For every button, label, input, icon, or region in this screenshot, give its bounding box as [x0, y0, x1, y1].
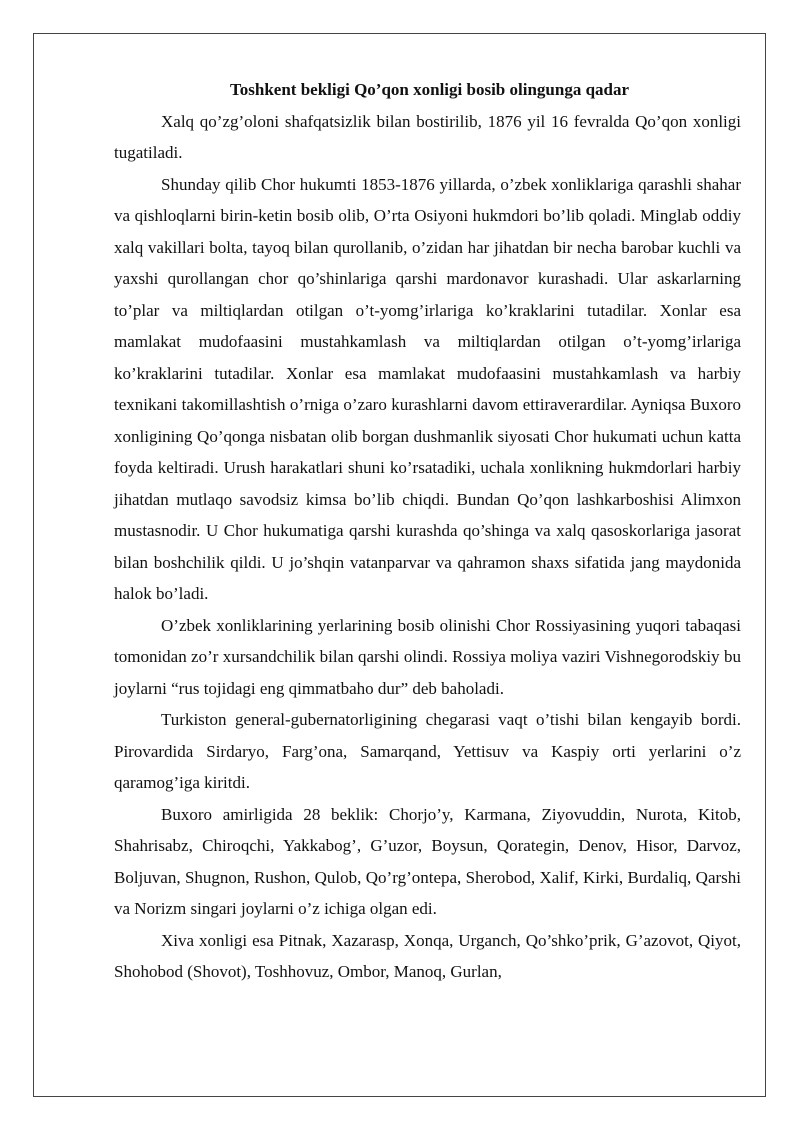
paragraph-5: Buxoro amirligida 28 beklik: Chorjo’y, Karmana, Ziyovuddin, Nurota, Kitob, Shahrisabz, Chiroqchi, Yakkabog’, G’uzor, Boysun, Qorategin, Denov, Hisor, Darvoz, Boljuvan, Shugnon, Rushon, Qulob, Qo’rg’ontepa, Sherobod, Xalif, Kirki, Burdaliq, Qarshi va Norizm singari joylarni o’z ichiga olgan edi.: [114, 804, 741, 918]
paragraph-3: O’zbek xonliklarining yerlarining bosib olinishi Chor Rossiyasining yuqori tabaqasi tomonidan zo’r xursandchilik bilan qarshi olindi. Rossiya moliya vaziri Vishnegorodskiy bu joylarni “rus tojidagi eng qimmatbaho dur” deb baholadi.: [114, 615, 741, 698]
paragraph-6: Xiva xonligi esa Pitnak, Xazarasp, Xonqa, Urganch, Qo’shko’prik, G’azovot, Qiyot, Shohobod (Shovot), Toshhovuz, Ombor, Manoq, Gurlan,: [114, 930, 741, 981]
paragraph-4: Turkiston general-gubernatorligining chegarasi vaqt o’tishi bilan kengayib bordi. Pirovardida Sirdaryo, Farg’ona, Samarqand, Yettisuv va Kaspiy orti yerlarini o’z qaramog’iga kiritdi.: [114, 710, 741, 792]
paragraph-2: Shunday qilib Chor hukumti 1853-1876 yillarda, o’zbek xonliklariga qarashli shahar va qishloqlarni birin-ketin bosib olib, O’rta Osiyoni hukmdori bo’lib qoladi. Minglab oddiy xalq vakillari bolta, tayoq bilan qurollanib, o’zidan har jihatdan bir necha barobar kuchli va yaxshi qurollangan chor qo’shinlariga qarshi mardonavor kurashadi. Ular askarlarning to’plar va miltiqlardan otilgan o’t-yomg’irlariga ko’kraklarini tutadilar. Xonlar esa mamlakat mudofaasini mustahkamlash va miltiqlardan otilgan o’t-yomg’irlariga ko’kraklarini tutadilar. Xonlar esa mamlakat mudofaasini mustahkamlash va harbiy texnikani takomillashtish o’rniga o’zaro kurashlarni davom ettiraverardilar. Ayniqsa Buxoro xonligining Qo’qonga nisbatan olib borgan dushmanlik siyosati Chor hukumati uchun katta foyda keltiradi. Urush harakatlari shuni ko’rsatadiki, uchala xonlikning hukmdorlari harbiy jihatdan mutlaqo savodsiz kimsa bo’lib chiqdi. Bundan Qo’qon lashkarboshisi Alimxon mustasnodir. U Chor hukumatiga qarshi kurashda qo’shinga va xalq qasoskorlariga jasorat bilan boshchilik qildi. U jo’shqin vatanparvar va qahramon shaxs sifatida jang maydonida halok bo’ladi.: [114, 174, 741, 603]
paragraph-1: Xalq qo’zg’oloni shafqatsizlik bilan bostirilib, 1876 yil 16 fevralda Qo’qon xonligi tugatiladi.: [114, 111, 741, 162]
document-title: Toshkent bekligi Qo’qon xonligi bosib olingunga qadar: [230, 80, 630, 99]
document-body: [114, 74, 741, 988]
